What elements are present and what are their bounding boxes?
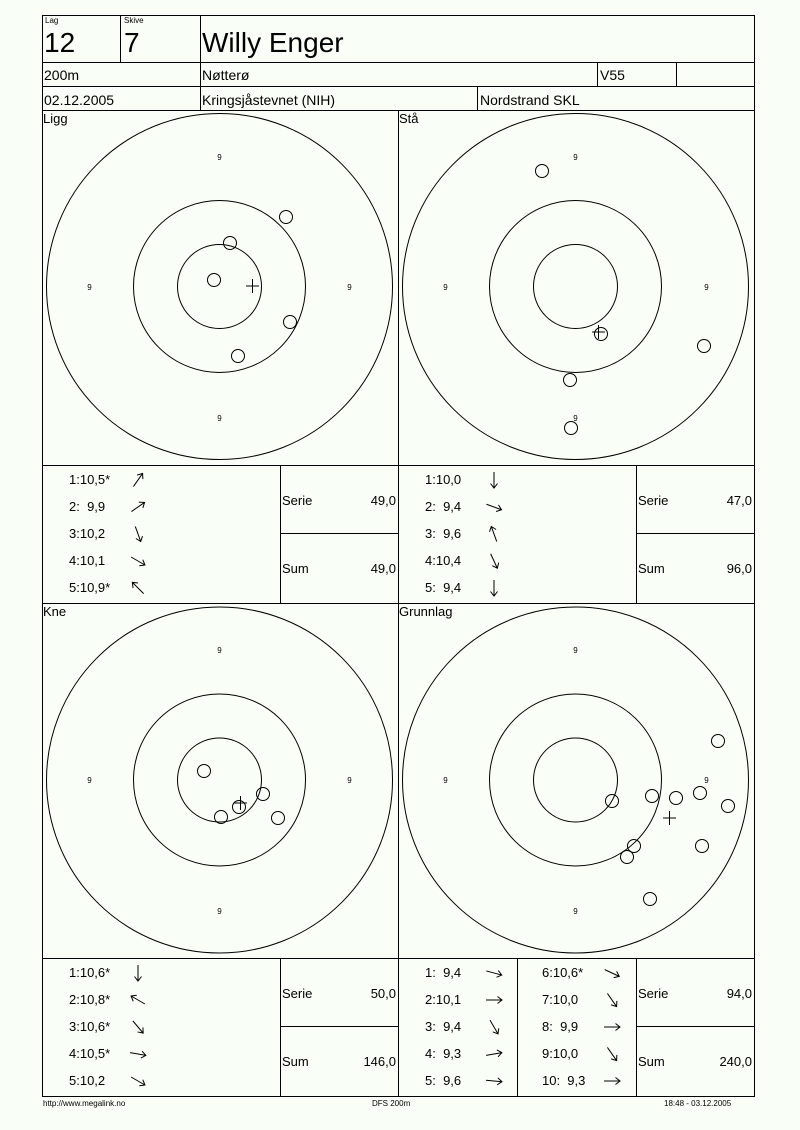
shot-score: 4:10,5* xyxy=(69,1046,111,1061)
ring-label: 9 xyxy=(443,283,448,292)
shot-score: 5: 9,6 xyxy=(425,1073,462,1088)
skive-label: Skive xyxy=(124,16,144,25)
shot-score: 1:10,5* xyxy=(69,472,111,487)
shot-score: 1:10,0 xyxy=(425,472,462,487)
shot-score: 2:10,8* xyxy=(69,992,111,1007)
direction-arrow-icon xyxy=(128,497,148,517)
date: 02.12.2005 xyxy=(44,92,115,108)
shot-score: 3:10,2 xyxy=(69,526,106,541)
shot-hole xyxy=(712,735,725,748)
direction-arrow-icon xyxy=(128,963,148,983)
shot-score: 4: 9,3 xyxy=(425,1046,462,1061)
shot-score: 2: 9,4 xyxy=(425,499,462,514)
direction-arrow-icon xyxy=(128,551,148,571)
skive-value: 7 xyxy=(124,27,140,58)
ring-label: 9 xyxy=(573,907,578,916)
shot-hole xyxy=(644,893,657,906)
ring-label: 9 xyxy=(217,414,222,423)
direction-arrow-icon xyxy=(602,1071,622,1091)
footer-timestamp: 18:48 - 03.12.2005 xyxy=(664,1099,732,1108)
direction-arrow-icon xyxy=(602,963,622,983)
shot-score: 6:10,6* xyxy=(542,965,584,980)
footer-system: DFS 200m xyxy=(372,1099,411,1108)
sum-value: 146,0 xyxy=(363,1054,396,1069)
direction-arrow-icon xyxy=(602,990,622,1010)
shot-score: 4:10,4 xyxy=(425,553,462,568)
sum-value: 240,0 xyxy=(719,1054,752,1069)
sum-label: Sum xyxy=(638,1054,665,1069)
sum-label: Sum xyxy=(282,1054,309,1069)
shot-hole xyxy=(696,840,709,853)
direction-arrow-icon xyxy=(484,990,504,1010)
shot-score: 2:10,1 xyxy=(425,992,462,1007)
ring-label: 9 xyxy=(217,153,222,162)
sum-value: 49,0 xyxy=(370,561,396,576)
shot-score: 8: 9,9 xyxy=(542,1019,579,1034)
ring-label: 9 xyxy=(87,283,92,292)
lag-label: Lag xyxy=(45,16,59,25)
ring-label: 9 xyxy=(704,283,709,292)
direction-arrow-icon xyxy=(484,578,504,598)
direction-arrow-icon xyxy=(128,524,148,544)
direction-arrow-icon xyxy=(602,1017,622,1037)
serie-value: 50,0 xyxy=(370,986,396,1001)
shooter-name: Willy Enger xyxy=(202,27,344,58)
direction-arrow-icon xyxy=(128,1017,148,1037)
organizer: Nordstrand SKL xyxy=(480,92,580,108)
shot-score: 9:10,0 xyxy=(542,1046,579,1061)
shot-hole xyxy=(694,787,707,800)
direction-arrow-icon xyxy=(484,1044,504,1064)
shot-score: 3:10,6* xyxy=(69,1019,111,1034)
serie-label: Serie xyxy=(282,493,313,508)
shot-score: 3: 9,6 xyxy=(425,526,462,541)
direction-arrow-icon xyxy=(484,497,504,517)
shot-score: 3: 9,4 xyxy=(425,1019,462,1034)
direction-arrow-icon xyxy=(484,1017,504,1037)
center-mark xyxy=(663,811,676,825)
shot-score: 5:10,9* xyxy=(69,580,111,595)
direction-arrow-icon xyxy=(484,963,504,983)
ring-label: 9 xyxy=(217,907,222,916)
section-title-sta: Stå xyxy=(399,111,419,126)
serie-value: 94,0 xyxy=(726,986,752,1001)
direction-arrow-icon xyxy=(128,578,148,598)
shot-score: 1:10,6* xyxy=(69,965,111,980)
shot-score: 7:10,0 xyxy=(542,992,579,1007)
class: V55 xyxy=(600,67,625,83)
ring-label: 9 xyxy=(347,776,352,785)
event: Kringsjåstevnet (NIH) xyxy=(202,92,336,108)
shot-hole xyxy=(722,800,735,813)
direction-arrow-icon xyxy=(128,1071,148,1091)
direction-arrow-icon xyxy=(602,1044,622,1064)
distance: 200m xyxy=(44,67,80,83)
ring-label: 9 xyxy=(443,776,448,785)
direction-arrow-icon xyxy=(128,990,148,1010)
ring-label: 9 xyxy=(573,414,578,423)
section-title-ligg: Ligg xyxy=(43,111,68,126)
serie-label: Serie xyxy=(282,986,313,1001)
direction-arrow-icon xyxy=(484,1071,504,1091)
direction-arrow-icon xyxy=(484,551,504,571)
serie-value: 47,0 xyxy=(726,493,752,508)
shot-hole xyxy=(670,792,683,805)
section-title-grunnlag: Grunnlag xyxy=(399,604,453,619)
sum-label: Sum xyxy=(282,561,309,576)
direction-arrow-icon xyxy=(484,470,504,490)
shot-hole xyxy=(621,851,634,864)
direction-arrow-icon xyxy=(484,524,504,544)
serie-label: Serie xyxy=(638,986,669,1001)
shot-score: 5: 9,4 xyxy=(425,580,462,595)
shot-score: 1: 9,4 xyxy=(425,965,462,980)
shot-score: 2: 9,9 xyxy=(69,499,106,514)
club: Nøtterø xyxy=(202,67,250,83)
ring-label: 9 xyxy=(573,153,578,162)
shot-score: 5:10,2 xyxy=(69,1073,106,1088)
ring-label: 9 xyxy=(217,646,222,655)
ring-label: 9 xyxy=(573,646,578,655)
serie-label: Serie xyxy=(638,493,669,508)
sum-value: 96,0 xyxy=(726,561,752,576)
footer-url[interactable]: http://www.megalink.no xyxy=(43,1099,126,1108)
lag-value: 12 xyxy=(44,27,76,58)
ring-label: 9 xyxy=(347,283,352,292)
sum-label: Sum xyxy=(638,561,665,576)
shot-score: 4:10,1 xyxy=(69,553,106,568)
shot-score: 10: 9,3 xyxy=(542,1073,586,1088)
shot-hole xyxy=(646,790,659,803)
ring-label: 9 xyxy=(704,776,709,785)
direction-arrow-icon xyxy=(128,1044,148,1064)
direction-arrow-icon xyxy=(128,470,148,490)
section-title-kne: Kne xyxy=(43,604,67,619)
ring-label: 9 xyxy=(87,776,92,785)
serie-value: 49,0 xyxy=(370,493,396,508)
